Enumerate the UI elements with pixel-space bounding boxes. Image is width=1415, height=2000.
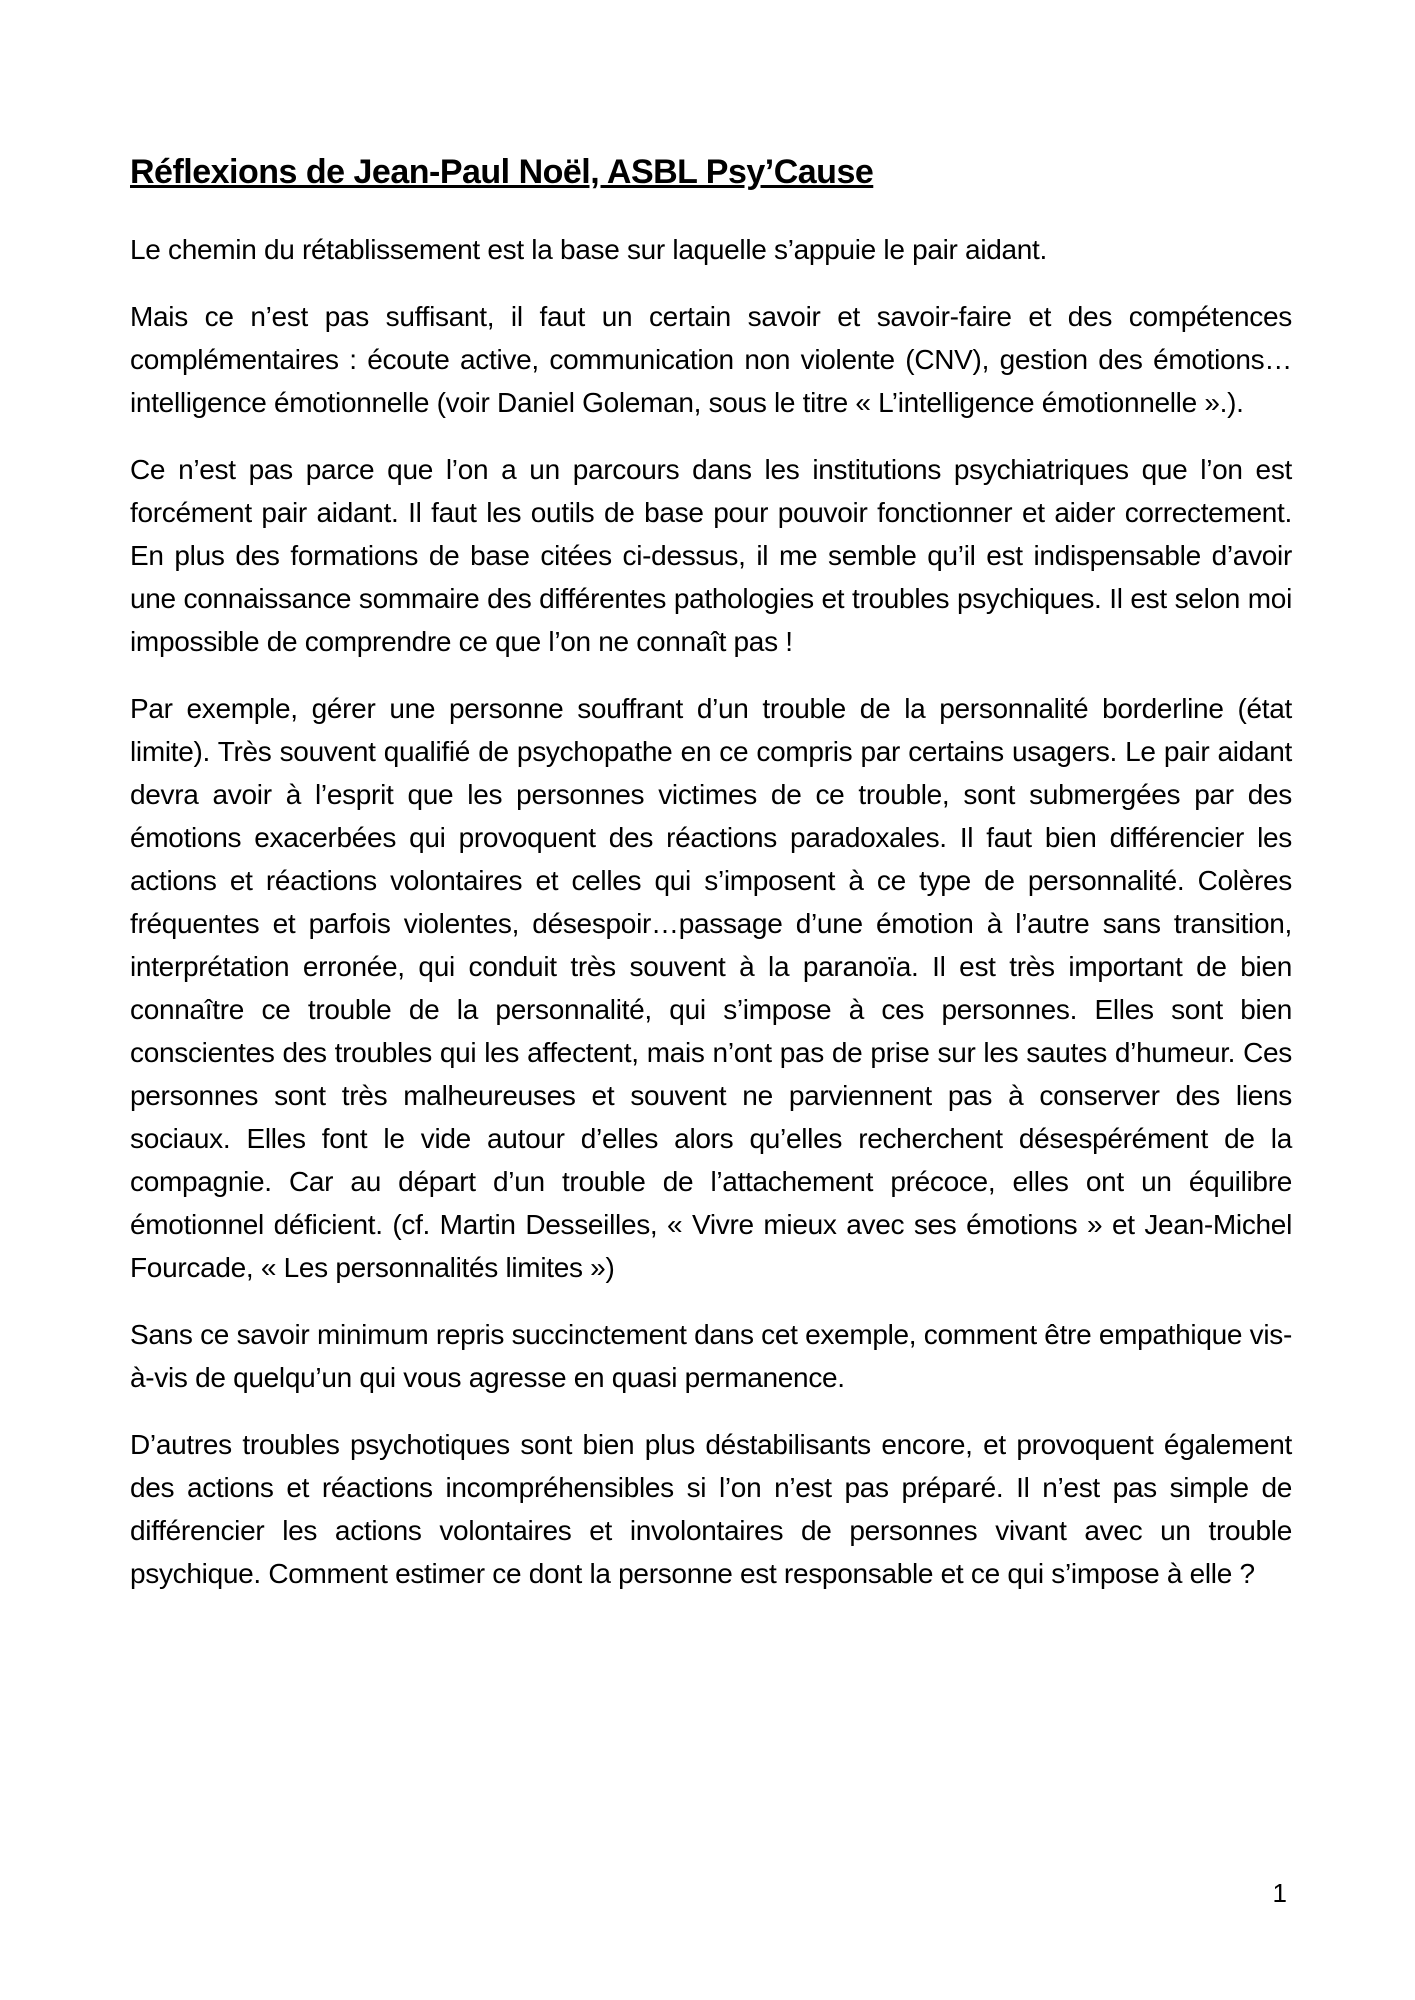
page-number: 1 <box>1272 1878 1287 1908</box>
document-title: Réflexions de Jean-Paul Noël, ASBL Psy’Cause <box>130 153 874 191</box>
paragraph-parcours: Ce n’est pas parce que l’on a un parcours dans les institutions psychiatriques que l’on est forcément pair aidant. Il faut les outils de base pour pouvoir fonctionner et aider correctement. En plus des formations de base citées ci-dessus, il me semble qu’il est indispensable d’avoir une connaissance sommaire des différentes pathologies et troubles psychiques. Il est selon moi impossible de comprendre ce que l’on ne connaît pas ! <box>130 454 1292 657</box>
document-content <box>130 150 1292 1595</box>
paragraph-borderline: Par exemple, gérer une personne souffrant d’un trouble de la personnalité borderline (état limite). Très souvent qualifié de psychopathe en ce compris par certains usagers. Le pair aidant devra avoir à l’esprit que les personnes victimes de ce trouble, sont submergées par des émotions exacerbées qui provoquent des réactions paradoxales. Il faut bien différencier les actions et réactions volontaires et celles qui s’imposent à ce type de personnalité. Colères fréquentes et parfois violentes, désespoir…passage d’une émotion à l’autre sans transition, interprétation erronée, qui conduit très souvent à la paranoïa. Il est très important de bien connaître ce trouble de la personnalité, qui s’impose à ces personnes. Elles sont bien conscientes des troubles qui les affectent, mais n’ont pas de prise sur les sautes d’humeur. Ces personnes sont très malheureuses et souvent ne parviennent pas à conserver des liens sociaux. Elles font le vide autour d’elles alors qu’elles recherchent désespérément de la compagnie. Car au départ d’un trouble de l’attachement précoce, elles ont un équilibre émotionnel déficient. (cf. Martin Desseilles, « Vivre mieux avec ses émotions » et Jean-Michel Fourcade, « Les personnalités limites ») <box>130 693 1292 1283</box>
paragraph-empathie: Sans ce savoir minimum repris succinctement dans cet exemple, comment être empathique vis-à-vis de quelqu’un qui vous agresse en quasi permanence. <box>130 1319 1292 1393</box>
paragraph-competences: Mais ce n’est pas suffisant, il faut un certain savoir et savoir-faire et des compétences complémentaires : écoute active, communication non violente (CNV), gestion des émotions…intelligence émotionnelle (voir Daniel Goleman, sous le titre « L’intelligence émotionnelle ».). <box>130 301 1292 418</box>
paragraph-troubles-psychotiques: D’autres troubles psychotiques sont bien plus déstabilisants encore, et provoquent également des actions et réactions incompréhensibles si l’on n’est pas préparé. Il n’est pas simple de différencier les actions volontaires et involontaires de personnes vivant avec un trouble psychique. Comment estimer ce dont la personne est responsable et ce qui s’impose à elle ? <box>130 1429 1292 1589</box>
paragraph-intro: Le chemin du rétablissement est la base sur laquelle s’appuie le pair aidant. <box>130 234 1048 265</box>
